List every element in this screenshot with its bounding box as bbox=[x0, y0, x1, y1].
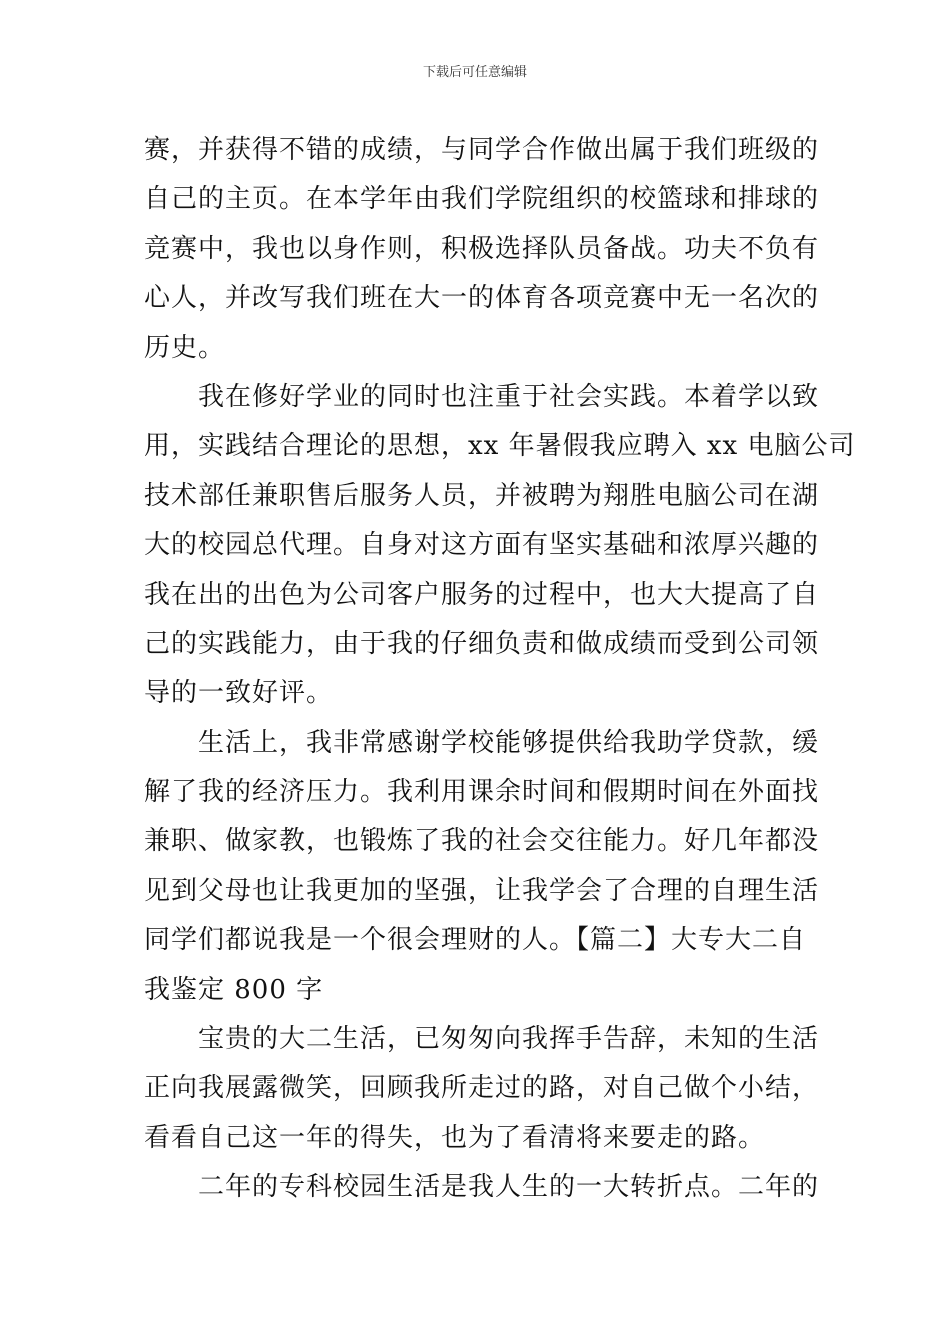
text-line: 心人，并改写我们班在大一的体育各项竞赛中无一名次的 bbox=[144, 283, 820, 314]
text-line: 解了我的经济压力。我利用课余时间和假期时间在外面找 bbox=[144, 777, 820, 808]
text-line: 宝贵的大二生活，已匆匆向我挥手告辞，未知的生活 bbox=[198, 1024, 820, 1055]
text-line: 我在出的出色为公司客户服务的过程中，也大大提高了自 bbox=[144, 579, 820, 610]
text-line: 技术部任兼职售后服务人员，并被聘为翔胜电脑公司在湖 bbox=[144, 480, 820, 511]
text-line: 历史。 bbox=[144, 332, 226, 363]
text-line: 看看自己这一年的得失，也为了看清将来要走的路。 bbox=[144, 1122, 766, 1153]
text-line: 我在修好学业的同时也注重于社会实践。本着学以致 bbox=[198, 381, 820, 412]
text-line: 我鉴定 800 字 bbox=[144, 974, 324, 1005]
text-line: 同学们都说我是一个很会理财的人。【篇二】大专大二自 bbox=[144, 925, 807, 956]
text-line: 用，实践结合理论的思想，xx 年暑假我应聘入 xx 电脑公司 bbox=[144, 431, 856, 462]
text-line: 兼职、做家教，也锻炼了我的社会交往能力。好几年都没 bbox=[144, 826, 820, 857]
text-line: 赛，并获得不错的成绩，与同学合作做出属于我们班级的 bbox=[144, 135, 820, 165]
text-line: 导的一致好评。 bbox=[144, 678, 334, 709]
text-line: 生活上，我非常感谢学校能够提供给我助学贷款，缓 bbox=[198, 727, 820, 758]
page-header: 下载后可任意编辑 bbox=[422, 65, 527, 80]
text-line: 自己的主页。在本学年由我们学院组织的校篮球和排球的 bbox=[144, 184, 820, 215]
text-line: 己的实践能力，由于我的仔细负责和做成绩而受到公司领 bbox=[144, 628, 820, 659]
text-line: 二年的专科校园生活是我人生的一大转折点。二年的 bbox=[198, 1172, 820, 1203]
text-line: 正向我展露微笑，回顾我所走过的路，对自己做个小结， bbox=[144, 1073, 820, 1104]
text-line: 大的校园总代理。自身对这方面有坚实基础和浓厚兴趣的 bbox=[144, 530, 820, 561]
text-line: 竞赛中，我也以身作则，积极选择队员备战。功夫不负有 bbox=[144, 233, 820, 264]
text-line: 见到父母也让我更加的坚强，让我学会了合理的自理生活 bbox=[144, 875, 820, 906]
document-body bbox=[144, 126, 856, 1213]
